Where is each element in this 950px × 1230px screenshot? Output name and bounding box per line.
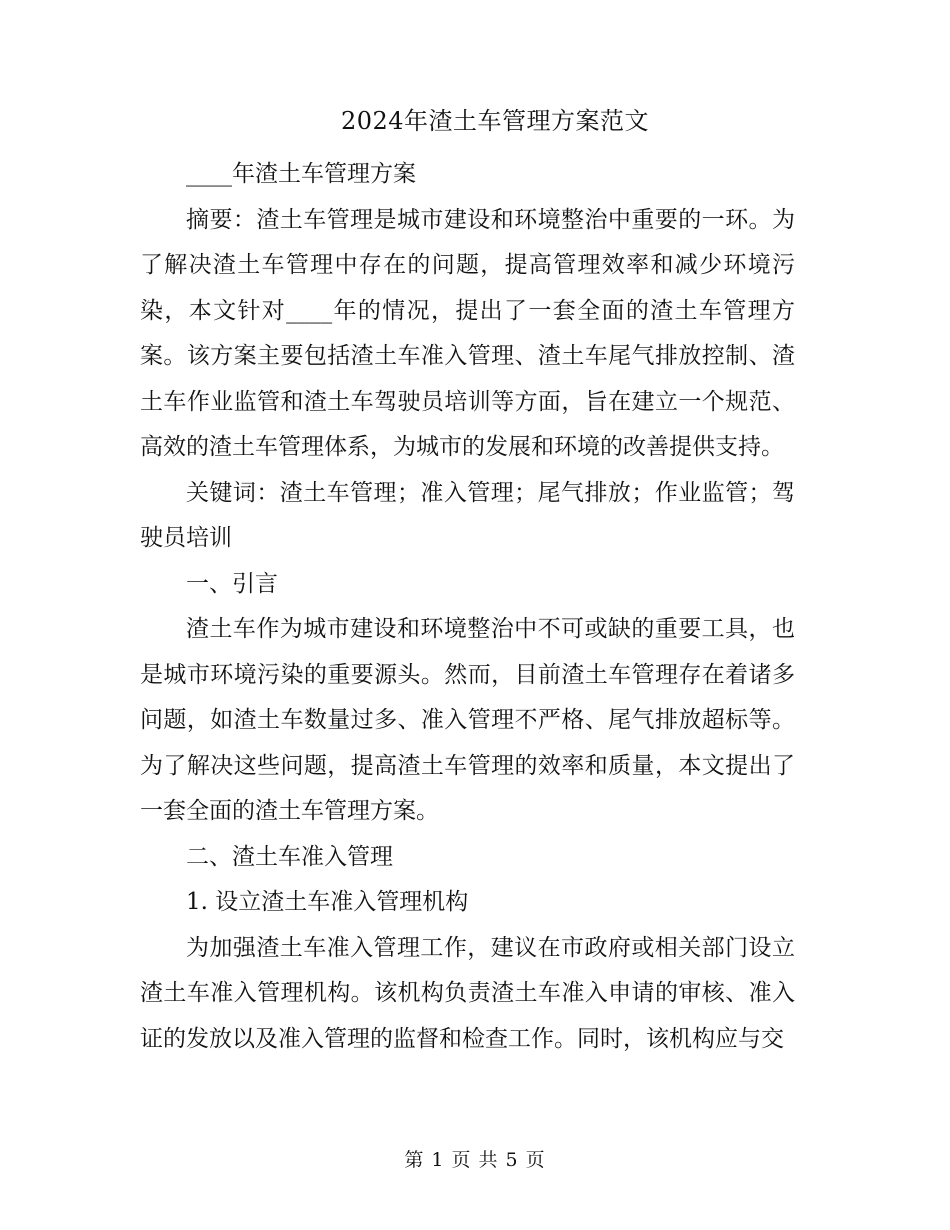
page-footer: 第 1 页 共 5 页 [404,1149,546,1171]
document-body [140,152,795,1062]
section-heading-access-management: 二、渣土车准入管理 [186,843,393,870]
paragraph-subtitle: ____年渣土车管理方案 [186,161,416,187]
paragraph-keywords: 关键词：渣土车管理；准入管理；尾气排放；作业监管；驾驶员培训 [140,479,795,551]
document-title: 2024年渣土车管理方案范文 [340,107,650,135]
subsection-heading-agency: 1. 设立渣土车准入管理机构 [186,889,469,915]
paragraph-abstract: 摘要：渣土车管理是城市建设和环境整治中重要的一环。为了解决渣土车管理中存在的问题，提高管理效率和减少环境污染，本文针对____年的情况，提出了一套全面的渣土车管理方案。该方案主要包括渣土车准入管理、渣土车尾气排放控制、渣土车作业监管和渣土车驾驶员培训等方面，旨在建立一个规范、高效的渣土车管理体系，为城市的发展和环境的改善提供支持。 [140,206,795,460]
section-heading-introduction: 一、引言 [186,570,278,597]
paragraph-introduction: 渣土车作为城市建设和环境整治中不可或缺的重要工具，也是城市环境污染的重要源头。然而，目前渣土车管理存在着诸多问题，如渣土车数量过多、准入管理不严格、尾气排放超标等。为了解决这些问题，提高渣土车管理的效率和质量，本文提出了一套全面的渣土车管理方案。 [140,616,795,824]
paragraph-agency: 为加强渣土车准入管理工作，建议在市政府或相关部门设立渣土车准入管理机构。该机构负责渣土车准入申请的审核、准入证的发放以及准入管理的监督和检查工作。同时，该机构应与交 [140,934,795,1052]
